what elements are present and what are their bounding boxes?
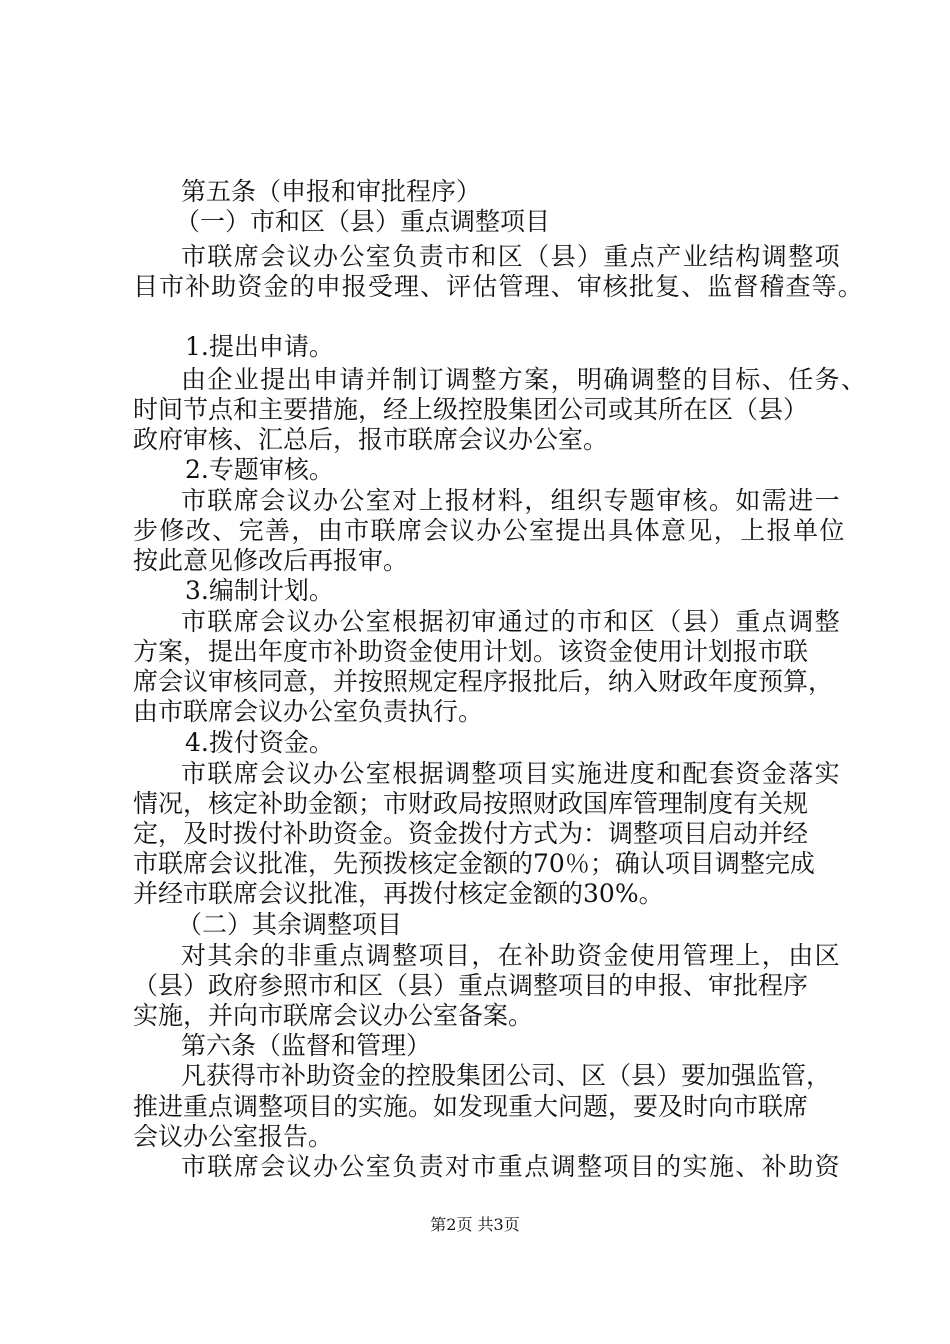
article-five-heading: 第五条（申报和审批程序） [181, 177, 482, 206]
item-heading: 2.专题审核。 [185, 455, 334, 484]
paragraph-line: 情况，核定补助金额；市财政局按照财政国库管理制度有关规 [133, 789, 809, 818]
paragraph-line: 市联席会议办公室根据调整项目实施进度和配套资金落实 [181, 759, 842, 788]
article-six-heading: 第六条（监督和管理） [181, 1031, 432, 1060]
paragraph-line: 席会议审核同意，并按照规定程序报批后，纳入财政年度预算， [133, 667, 834, 696]
paragraph-line: 目市补助资金的申报受理、评估管理、审核批复、监督稽查等。 [133, 272, 864, 301]
paragraph-line: （县）政府参照市和区（县）重点调整项目的申报、审批程序 [133, 971, 809, 1000]
paragraph-line: 步修改、完善，由市联席会议办公室提出具体意见，上报单位 [133, 516, 846, 545]
paragraph-line: 按此意见修改后再报审。 [133, 546, 409, 575]
paragraph-line: 时间节点和主要措施，经上级控股集团公司或其所在区（县） [133, 395, 809, 424]
paragraph-line: 市联席会议办公室负责对市重点调整项目的实施、补助资 [181, 1152, 842, 1181]
paragraph-line: 由企业提出申请并制订调整方案，明确调整的目标、任务、 [181, 365, 868, 394]
item-heading: 1.提出申请。 [185, 332, 334, 361]
paragraph-line: 推进重点调整项目的实施。如发现重大问题，要及时向市联席 [133, 1092, 809, 1121]
page-number-footer: 第2页 共3页 [430, 1215, 520, 1234]
section-two-heading: （二）其余调整项目 [177, 910, 403, 939]
item-heading: 4.拨付资金。 [185, 728, 334, 757]
paragraph-line: 定，及时拨付补助资金。资金拨付方式为：调整项目启动并经 [133, 819, 809, 848]
paragraph-line: 并经市联席会议批准，再拨付核定金额的30%。 [133, 879, 664, 908]
paragraph-line: 由市联席会议办公室负责执行。 [133, 697, 484, 726]
paragraph-line: 方案，提出年度市补助资金使用计划。该资金使用计划报市联 [133, 637, 809, 666]
paragraph-line: 市联席会议办公室负责市和区（县）重点产业结构调整项 [181, 242, 842, 271]
paragraph-line: 政府审核、汇总后，报市联席会议办公室。 [133, 425, 609, 454]
paragraph-line: 市联席会议办公室根据初审通过的市和区（县）重点调整 [181, 607, 842, 636]
paragraph-line: 市联席会议批准，先预拨核定金额的70％；确认项目调整完成 [133, 849, 815, 878]
section-one-heading: （一）市和区（县）重点调整项目 [175, 207, 551, 236]
paragraph-line: 对其余的非重点调整项目，在补助资金使用管理上，由区 [181, 941, 842, 970]
paragraph-line: 市联席会议办公室对上报材料，组织专题审核。如需进一 [181, 486, 842, 515]
paragraph-line: 实施，并向市联席会议办公室备案。 [133, 1001, 534, 1030]
paragraph-line: 凡获得市补助资金的控股集团公司、区（县）要加强监管， [181, 1061, 832, 1090]
item-heading: 3.编制计划。 [185, 576, 334, 605]
paragraph-line: 会议办公室报告。 [133, 1122, 334, 1151]
